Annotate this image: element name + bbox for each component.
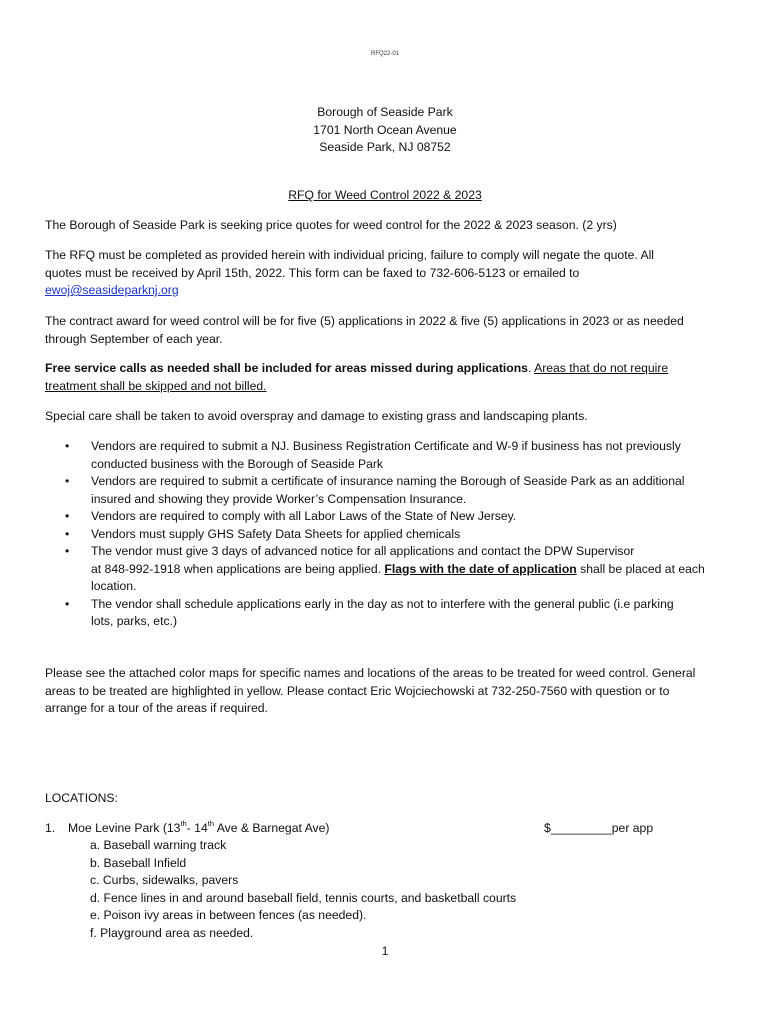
list-item-text: Vendors must supply GHS Safety Data Sheets for applied chemicals [91, 526, 461, 541]
list-item: f. Playground area as needed. [90, 925, 254, 940]
list-item: c. Curbs, sidewalks, pavers [90, 873, 239, 887]
list-item [45, 596, 735, 631]
list-item: a. Baseball warning track [90, 838, 227, 852]
document-title: RFQ for Weed Control 2022 & 2023 [288, 188, 482, 202]
list-item-text: location. [91, 579, 137, 593]
list-item-text: The vendor shall schedule applications early in the day as not to interfere with the general public (i.e parking [91, 596, 674, 611]
bullet-icon: • [65, 439, 70, 453]
submission-line-2: quotes must be received by April 15th, 2022. This form can be faxed to 732-606-5123 or emailed to [45, 265, 580, 280]
flags-emphasis: Flags with the date of application [384, 561, 577, 576]
address-line-1: Borough of Seaside Park [317, 105, 453, 119]
contract-line-2: through September of each year. [45, 331, 223, 346]
list-item [45, 526, 735, 544]
address-block [0, 104, 770, 157]
list-item-text: Vendors are required to submit a certificate of insurance naming the Borough of Seaside Park as an additional [91, 474, 685, 488]
email-link[interactable]: ewoj@seasideparknj.org [45, 283, 179, 297]
list-item [45, 473, 735, 508]
submission-line-1: The RFQ must be completed as provided herein with individual pricing, failure to comply will negate the quote. All [45, 248, 655, 262]
address-line-3: Seaside Park, NJ 08752 [319, 140, 451, 154]
notice-text: at 848-992-1918 when applications are being applied. [91, 561, 385, 576]
list-item-text: Vendors are required to submit a NJ. Business Registration Certificate and W-9 if business has not previously [91, 439, 681, 453]
location-row-1 [45, 820, 725, 838]
maps-line-1: Please see the attached color maps for specific names and locations of the areas to be treated for weed control. General [45, 666, 696, 680]
list-item-text: insured and showing they provide Worker’s Compensation Insurance. [91, 491, 467, 506]
list-item-text: Vendors are required to comply with all Labor Laws of the State of New Jersey. [91, 509, 517, 523]
bullet-icon: • [65, 544, 70, 558]
service-underline-text-1: Areas that do not require [534, 361, 669, 375]
notice-text-end: shall be placed at each [576, 561, 705, 576]
list-item-text: conducted business with the Borough of Seaside Park [91, 456, 384, 471]
maps-line-2: areas to be treated are highlighted in yellow. Please contact Eric Wojciechowski at 732-250-7560 with question or to [45, 683, 670, 698]
submission-paragraph [45, 247, 725, 300]
document-id: RFQ22-01 [370, 51, 399, 57]
contract-paragraph [45, 313, 725, 348]
contract-line-1: The contract award for weed control will be for five (5) applications in 2022 & five (5) applications in 2023 or as needed [45, 314, 684, 328]
requirements-list [45, 438, 735, 631]
list-item-text: lots, parks, etc.) [91, 614, 178, 628]
list-item [45, 508, 735, 526]
list-item [45, 438, 735, 473]
list-item: e. Poison ivy areas in between fences (as needed). [90, 908, 367, 922]
list-item-text [91, 561, 735, 579]
service-separator: . [527, 361, 535, 375]
location-1-items [90, 837, 690, 942]
maps-line-3: arrange for a tour of the areas if required. [45, 701, 268, 715]
bullet-icon: • [65, 596, 70, 611]
list-item: b. Baseball Infield [90, 855, 187, 870]
location-number: 1. [45, 821, 56, 835]
intro-paragraph: The Borough of Seaside Park is seeking price quotes for weed control for the 2022 & 2023 season. (2 yrs) [45, 218, 617, 232]
bullet-icon: • [65, 526, 70, 541]
address-line-2: 1701 North Ocean Avenue [313, 122, 457, 137]
locations-heading: LOCATIONS: [45, 791, 118, 805]
list-item-text: The vendor must give 3 days of advanced notice for all applications and contact the DPW Supervisor [91, 544, 635, 558]
list-item: d. Fence lines in and around baseball field, tennis courts, and basketball courts [90, 890, 517, 905]
list-item [45, 543, 735, 596]
service-paragraph [45, 360, 725, 395]
page-number: 1 [381, 944, 389, 958]
service-bold-text: Free service calls as needed shall be included for areas missed during applications [45, 361, 528, 375]
special-care-paragraph: Special care shall be taken to avoid overspray and damage to existing grass and landscaping plants. [45, 409, 588, 423]
price-field: $_________per app [544, 821, 654, 835]
bullet-icon: • [65, 474, 70, 488]
maps-paragraph [45, 665, 735, 718]
bullet-icon: • [65, 509, 70, 523]
location-name: Moe Levine Park (13th- 14th Ave & Barnegat Ave) [68, 818, 330, 835]
service-underline-text-2: treatment shall be skipped and not billed. [45, 378, 267, 393]
